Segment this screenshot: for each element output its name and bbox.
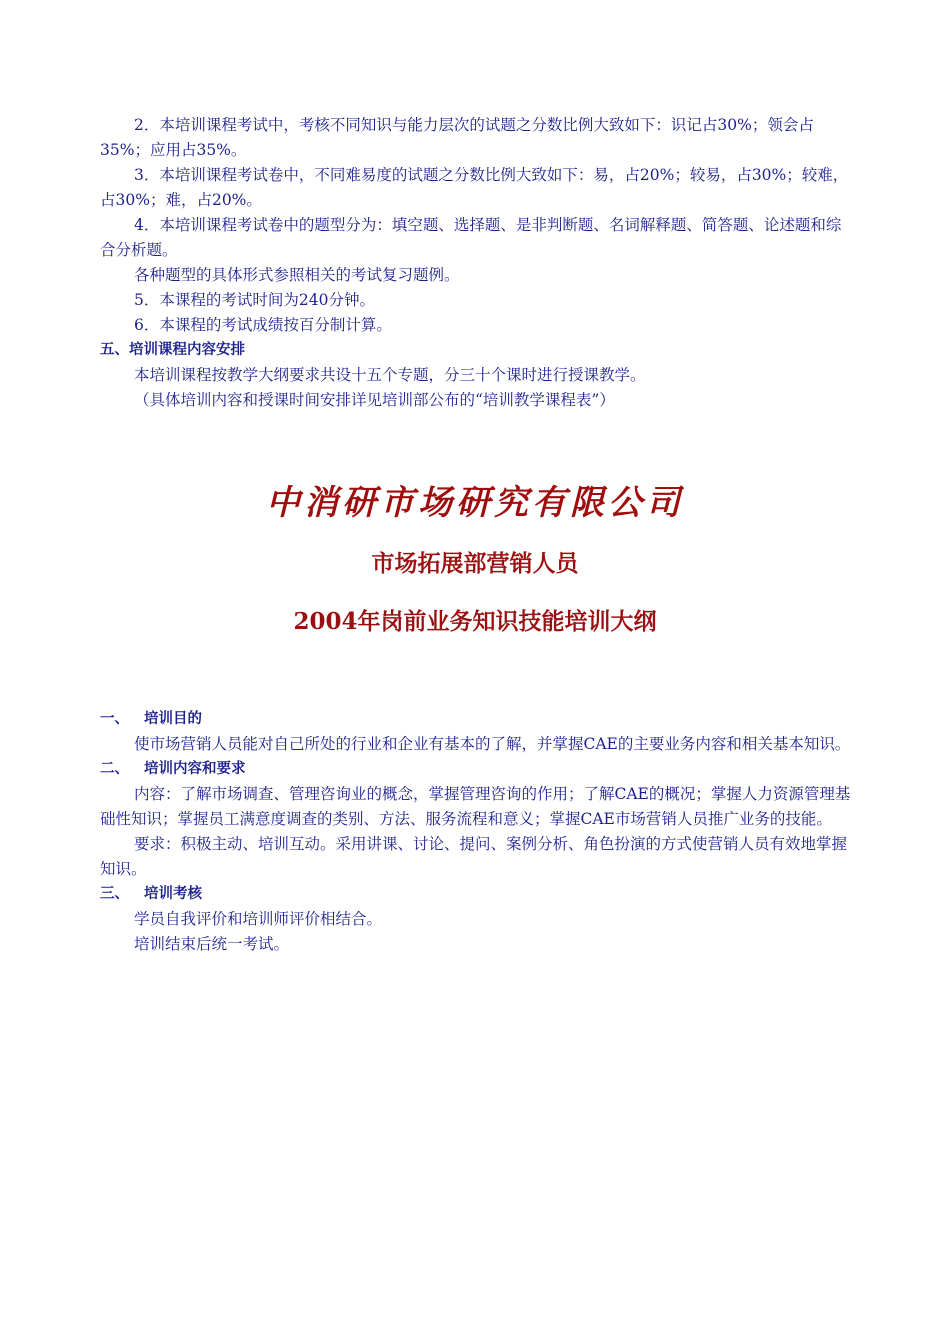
rule-item-5: 5．本课程的考试时间为240分钟。 [134,291,375,309]
section-5-heading: 五、培训课程内容安排 [100,342,245,358]
section-2-heading [100,757,852,782]
rule-item-3: 3．本培训课程考试卷中，不同难易度的试题之分数比例大致如下：易，占20%；较易，占30%；较难，占30%；难，占20%。 [100,166,849,209]
section-1-text: 使市场营销人员能对自己所处的行业和企业有基本的了解，并掌握CAE的主要业务内容和相关基本知识。 [134,735,851,753]
rule-item-2: 2．本培训课程考试中，考核不同知识与能力层次的试题之分数比例大致如下：识记占30%；领会占35%；应用占35%。 [100,116,814,159]
rule-item-4-note: 各种题型的具体形式参照相关的考试复习题例。 [134,266,460,284]
section-1-number: 一、 [100,711,129,727]
section-3-text-1: 学员自我评价和培训师评价相结合。 [134,910,383,928]
section-5-note: （具体培训内容和授课时间安排详见培训部公布的“培训教学课程表”） [134,391,615,409]
section-3-heading [100,882,852,907]
training-outline-body [100,707,852,957]
section-3-number: 三、 [100,886,129,902]
section-5-text: 本培训课程按教学大纲要求共设十五个专题，分三十个课时进行授课教学。 [134,366,646,384]
department-title: 市场拓展部营销人员 [371,550,579,577]
section-3-title: 培训考核 [144,886,202,902]
section-1-heading [100,707,852,732]
rule-item-6: 6．本课程的考试成绩按百分制计算。 [134,316,392,334]
section-3-text-2: 培训结束后统一考试。 [134,935,290,953]
rule-item-4: 4．本培训课程考试卷中的题型分为：填空题、选择题、是非判断题、名词解释题、简答题、论述题和综合分析题。 [100,216,842,259]
section-2-content: 内容：了解市场调查、管理咨询业的概念，掌握管理咨询的作用；了解CAE的概况；掌握人力资源管理基础性知识；掌握员工满意度调查的类别、方法、服务流程和意义；掌握CAE市场营销人员推广业务的技能。 [100,785,851,828]
exam-rules-section [100,113,852,413]
section-2-requirements: 要求：积极主动、培训互动。采用讲课、讨论、提问、案例分析、角色扮演的方式使营销人员有效地掌握知识。 [100,835,848,878]
company-name: 中消研市场研究有限公司 [266,483,684,523]
section-2-number: 二、 [100,761,129,777]
section-2-title: 培训内容和要求 [144,761,246,777]
outline-title: 2004年岗前业务知识技能培训大纲 [293,608,657,635]
section-1-title: 培训目的 [144,711,202,727]
